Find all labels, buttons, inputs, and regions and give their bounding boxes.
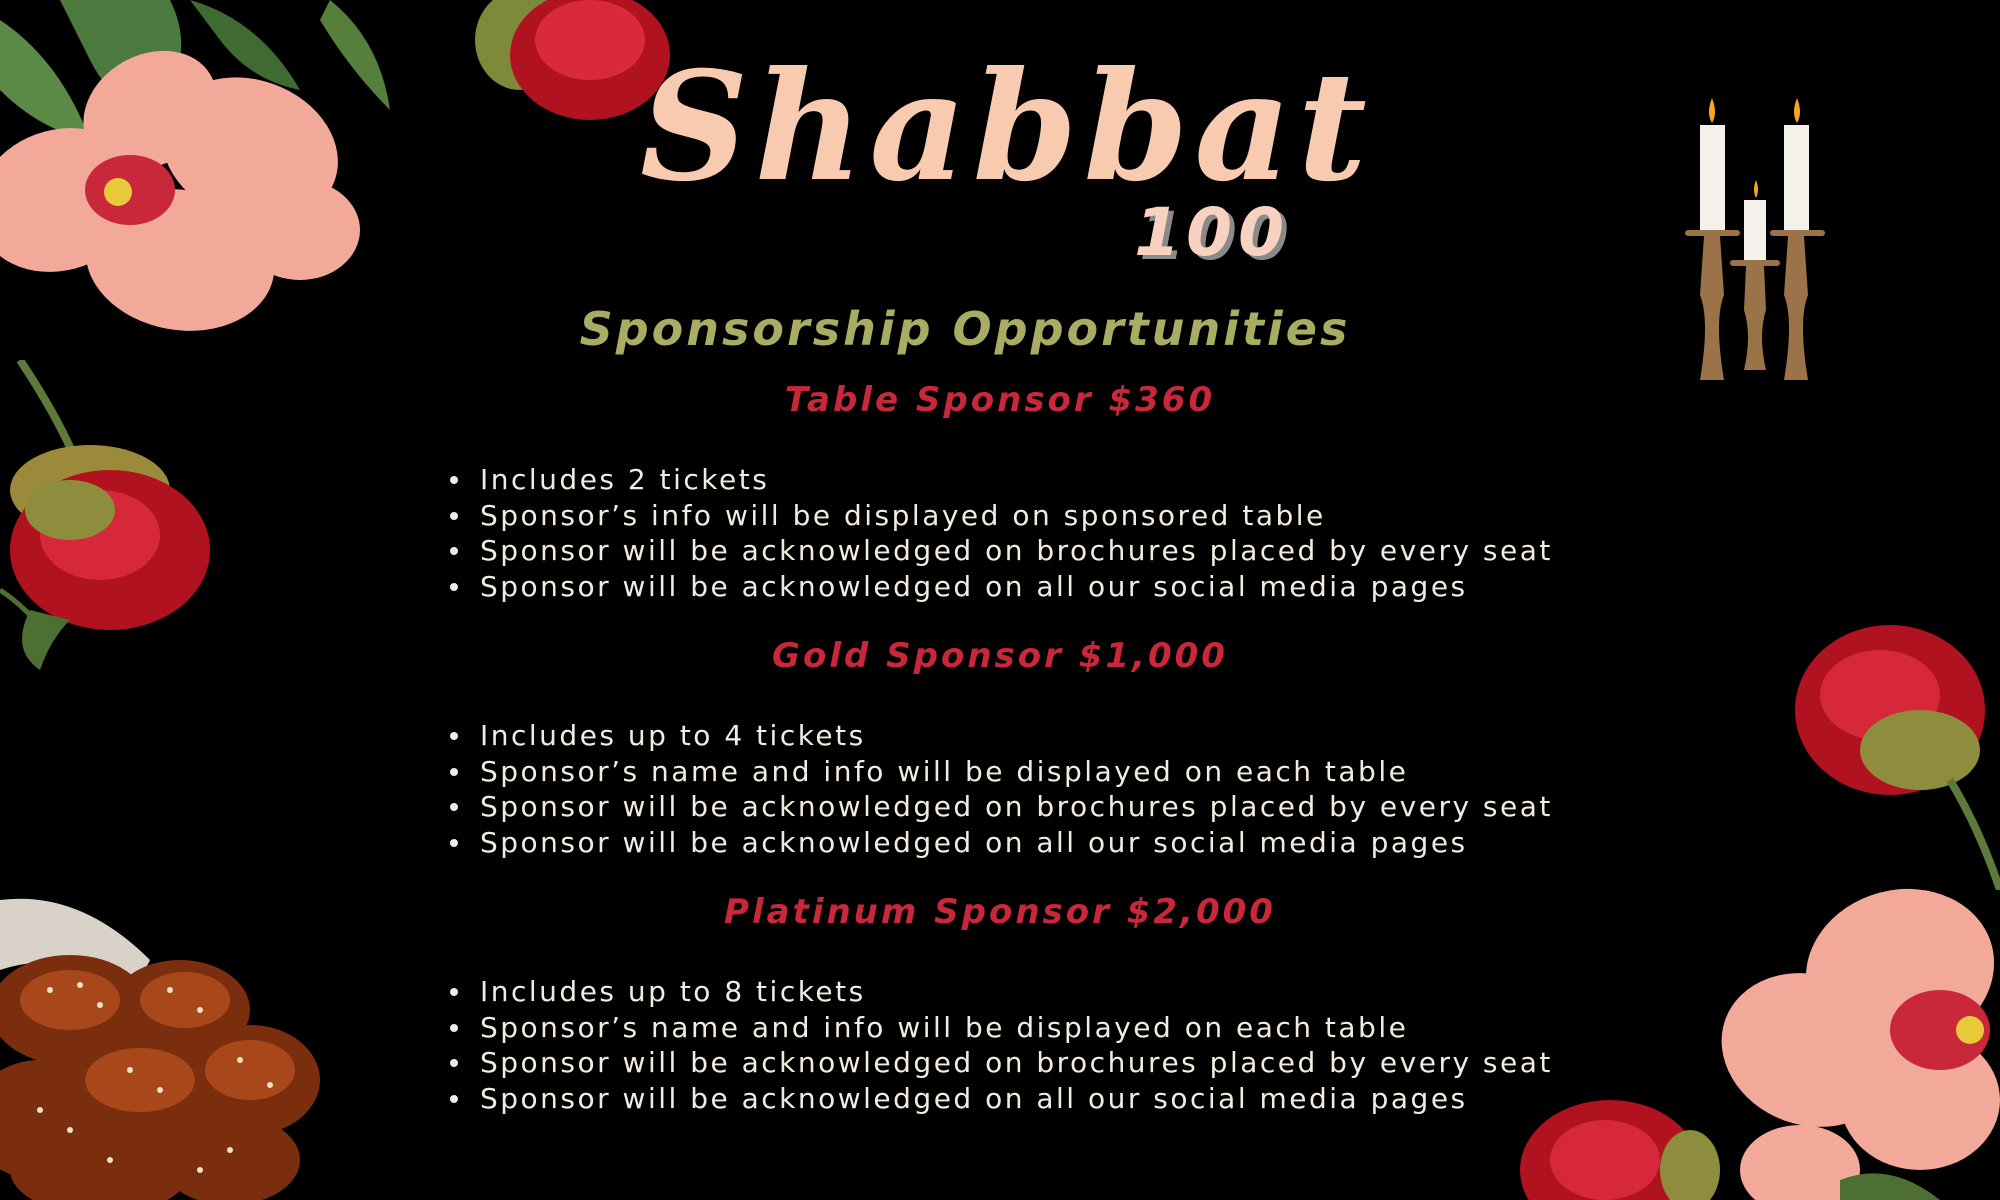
tier-heading-table: Table Sponsor $360 (784, 380, 1216, 420)
hibiscus-flower-icon (1720, 880, 2000, 1200)
list-item: Sponsor will be acknowledged on all our social media pages (440, 825, 1553, 861)
hibiscus-flower-icon (0, 0, 400, 360)
list-item: Sponsor will be acknowledged on brochures placed by every seat (440, 789, 1553, 825)
list-item: Sponsor’s info will be displayed on sponsored table (440, 498, 1553, 534)
list-item: Sponsor will be acknowledged on brochures placed by every seat (440, 533, 1553, 569)
list-item: Includes 2 tickets (440, 462, 1553, 498)
event-title: Shabbat (640, 39, 1373, 215)
tier-heading-gold: Gold Sponsor $1,000 (772, 636, 1228, 676)
list-item: Sponsor will be acknowledged on all our social media pages (440, 1081, 1553, 1117)
red-peony-icon (0, 360, 230, 670)
event-title-number: 100 (1134, 194, 1290, 271)
benefit-list-platinum (440, 974, 1553, 1116)
list-item: Includes up to 4 tickets (440, 718, 1553, 754)
list-item: Sponsor will be acknowledged on brochures placed by every seat (440, 1045, 1553, 1081)
benefit-list-gold (440, 718, 1553, 860)
benefit-list-table (440, 462, 1553, 604)
list-item: Includes up to 8 tickets (440, 974, 1553, 1010)
tier-heading-platinum: Platinum Sponsor $2,000 (724, 892, 1276, 932)
list-item: Sponsor’s name and info will be displayed on each table (440, 754, 1553, 790)
list-item: Sponsor’s name and info will be displayed on each table (440, 1010, 1553, 1046)
list-item: Sponsor will be acknowledged on all our social media pages (440, 569, 1553, 605)
challah-bread-icon (0, 890, 330, 1200)
page-subtitle: Sponsorship Opportunities (579, 302, 1351, 356)
candlesticks-icon (1680, 95, 1830, 385)
red-peony-icon (1780, 600, 2000, 890)
